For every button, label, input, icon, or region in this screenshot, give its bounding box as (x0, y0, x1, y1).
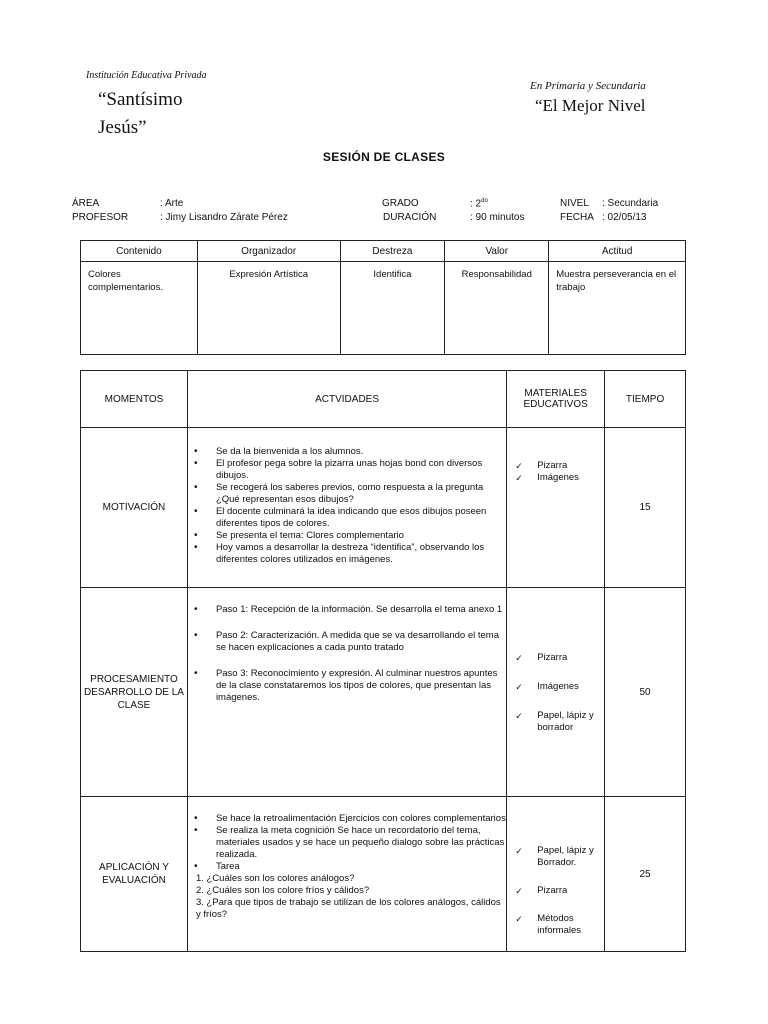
check-icon: ✓ (515, 461, 523, 471)
material-item (515, 681, 604, 693)
activity-item: • Se da la bienvenida a los alumnos. (216, 446, 506, 458)
material-label: Imágenes (537, 681, 579, 692)
nivel-value: : Secundaria (602, 198, 659, 209)
header-momentos: MOMENTOS (81, 371, 188, 428)
session-summary-table (80, 240, 686, 355)
material-item (515, 845, 604, 869)
question-item: 1. ¿Cuáles son los colores análogos? (195, 873, 355, 884)
material-label: Métodos informales (537, 913, 582, 936)
material-label: Imágenes (537, 472, 579, 483)
activities-table (80, 370, 686, 952)
material-item (515, 913, 604, 937)
question-item: 2. ¿Cuáles son los colore fríos y cálidos? (195, 885, 370, 896)
tiempo-cell: 25 (605, 797, 686, 952)
material-item (515, 710, 604, 734)
activity-item: • El profesor pega sobre la pizarra unas hojas bond con diversos dibujos. (216, 458, 506, 482)
activities-cell (187, 428, 506, 588)
table-row (81, 797, 686, 952)
material-label: Papel, lápiz y borrador (537, 710, 594, 733)
header-actitud: Actitud (549, 241, 686, 262)
header-organizador: Organizador (197, 241, 340, 262)
activity-item: • El docente culminará la idea indicando que esos dibujos poseen diferentes tipos de colores. (216, 506, 506, 530)
grado-number: : 2 (470, 198, 482, 210)
fecha-label: FECHA (560, 212, 594, 223)
check-icon: ✓ (515, 914, 523, 924)
activity-item: • Paso 3: Reconocimiento y expresión. Al culminar nuestros apuntes de la clase constataremos los tipos de colores, que presentan las imágenes. (216, 668, 506, 704)
material-item (515, 460, 604, 472)
header-actividades: ACTVIDADES (187, 371, 506, 428)
check-icon: ✓ (515, 846, 523, 856)
material-label: Pizarra (537, 460, 568, 471)
duracion-label: DURACIÓN (383, 212, 437, 223)
cell-destreza: Identifica (340, 262, 445, 355)
activities-cell (187, 797, 506, 952)
grado-value (470, 198, 488, 209)
tiempo-cell: 15 (605, 428, 686, 588)
check-icon: ✓ (515, 682, 523, 692)
activity-item: • Paso 2: Caracterización. A medida que se va desarrollando el tema se hacen explicaciones a cada punto tratado (216, 630, 506, 654)
material-label: Pizarra (537, 652, 568, 663)
document-title: SESIÓN DE CLASES (322, 150, 446, 164)
activities-cell (187, 588, 506, 797)
activity-item: • Tarea (216, 861, 506, 873)
check-icon: ✓ (515, 653, 523, 663)
activity-item: • Hoy vamos a desarrollar la destreza “identifica”, observando los diferentes colores utilizados en imágenes. (216, 542, 506, 566)
materials-cell (507, 588, 605, 797)
header-destreza: Destreza (340, 241, 445, 262)
momento-aplicacion: APLICACIÓN Y EVALUACIÓN (81, 797, 188, 952)
material-item (515, 472, 604, 484)
institution-type: Institución Educativa Privada (86, 70, 207, 81)
material-label: Papel, lápiz y Borrador. (537, 845, 594, 868)
check-icon: ✓ (515, 886, 523, 896)
nivel-label: NIVEL (560, 198, 589, 209)
material-item (515, 885, 604, 897)
activity-item: • Se recogerá los saberes previos, como respuesta a la pregunta ¿Qué representan esos dibujos? (216, 482, 506, 506)
grado-label: GRADO (382, 198, 419, 209)
activity-item: • Se hace la retroalimentación Ejercicios con colores complementarios (216, 813, 506, 825)
header-materiales: MATERIALES EDUCATIVOS (507, 371, 605, 428)
activity-item: • Se presenta el tema: Clores complementario (216, 530, 506, 542)
header-contenido: Contenido (81, 241, 198, 262)
check-icon: ✓ (515, 473, 523, 483)
area-label: ÁREA (72, 198, 100, 209)
check-icon: ✓ (515, 711, 523, 721)
table-row (81, 428, 686, 588)
momento-motivacion: MOTIVACIÓN (81, 428, 188, 588)
area-value: : Arte (160, 198, 184, 209)
cell-contenido: Colores complementarios. (81, 262, 198, 355)
momento-procesamiento: PROCESAMIENTO DESARROLLO DE LA CLASE (81, 588, 188, 797)
levels-tagline: En Primaria y Secundaria (530, 80, 646, 92)
material-label: Pizarra (537, 885, 568, 896)
motto: “El Mejor Nivel (535, 96, 646, 115)
profesor-label: PROFESOR (72, 212, 129, 223)
cell-actitud: Muestra perseverancia en el trabajo (549, 262, 686, 355)
fecha-value: : 02/05/13 (602, 212, 647, 223)
institution-name: “Santísimo Jesús” (98, 89, 183, 138)
grado-ordinal: do (481, 198, 488, 204)
header-valor: Valor (445, 241, 549, 262)
header-tiempo: TIEMPO (605, 371, 686, 428)
activity-item: • Se realiza la meta cognición Se hace un recordatorio del tema, materiales usados y se hace un pequeño dialogo sobre las prácticas realizada. (216, 825, 506, 861)
activity-item: • Paso 1: Recepción de la información. Se desarrolla el tema anexo 1 (216, 604, 506, 616)
materials-cell (507, 428, 605, 588)
cell-organizador: Expresión Artística (197, 262, 340, 355)
materials-cell (507, 797, 605, 952)
table-row (81, 588, 686, 797)
question-item: 3. ¿Para que tipos de trabajo se utilizan de los colores análogos, cálidos y fríos? (195, 897, 501, 920)
cell-valor: Responsabilidad (445, 262, 549, 355)
profesor-value: : Jimy Lisandro Zárate Pérez (160, 212, 288, 223)
material-item (515, 652, 604, 664)
duracion-value: : 90 minutos (470, 212, 525, 223)
tiempo-cell: 50 (605, 588, 686, 797)
